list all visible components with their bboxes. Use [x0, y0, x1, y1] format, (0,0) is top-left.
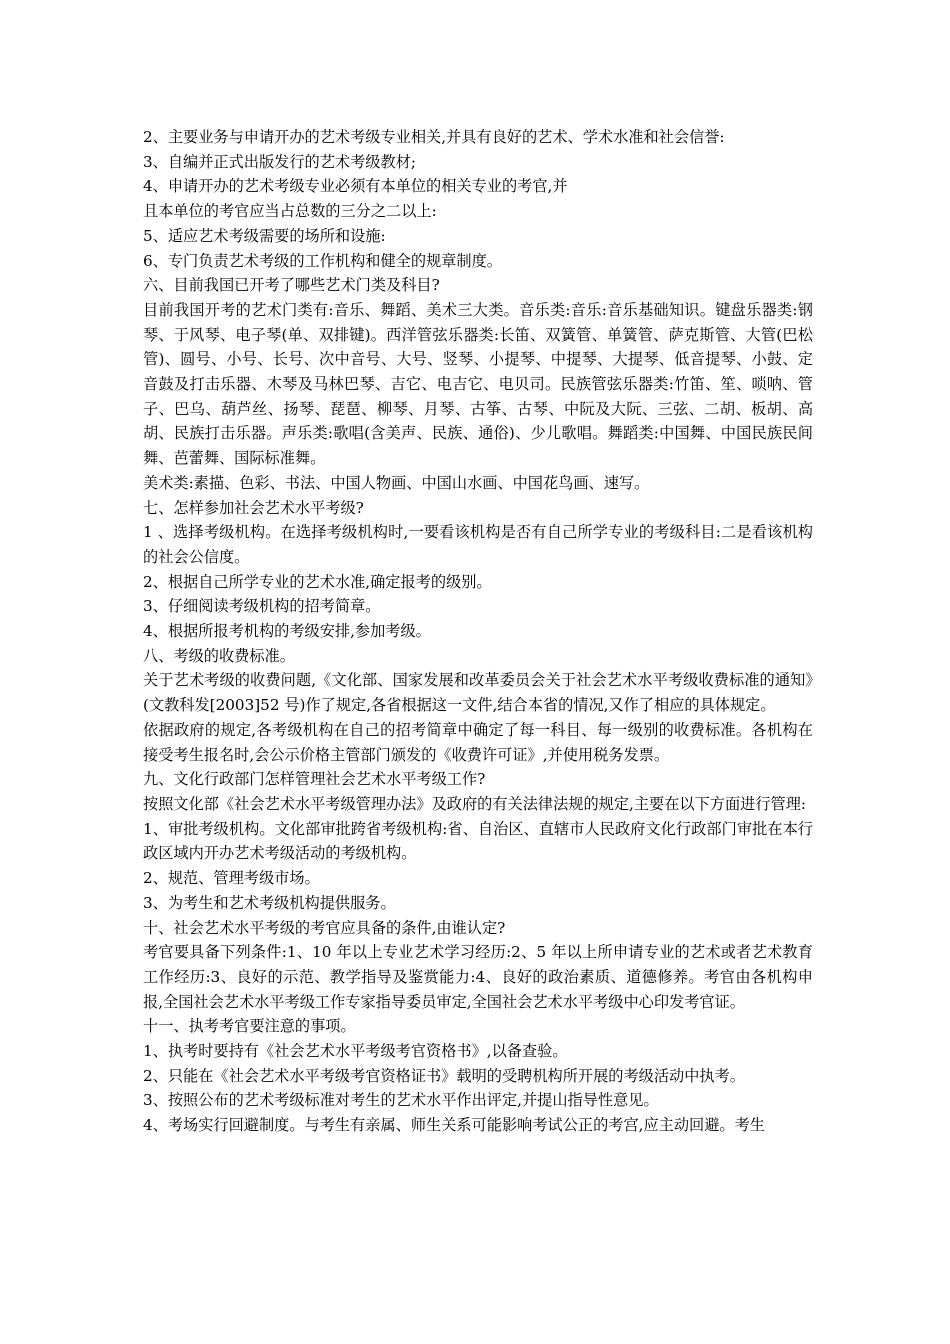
- paragraph: 2、只能在《社会艺术水平考级考官资格证书》载明的受聘机构所开展的考级活动中执考。: [143, 1066, 745, 1085]
- paragraph: 2、规范、管理考级市场。: [143, 869, 320, 888]
- document-body: [143, 125, 813, 1138]
- paragraph: 美术类:素描、色彩、书法、中国人物画、中国山水画、中国花鸟画、速写。: [143, 473, 650, 492]
- paragraph: 目前我国开考的艺术门类有:音乐、舞蹈、美术三大类。音乐类:音乐:音乐基础知识。键盘乐器类:钢琴、于风琴、电子琴(单、双排键)。西洋管弦乐器类:长笛、双簧管、单簧管、萨克斯管、大管(巴松管)、圆号、小号、长号、次中音号、大号、竖琴、小提琴、中提琴、大提琴、低音提琴、小鼓、定音鼓及打击乐器、木琴及马林巴琴、吉它、电吉它、电贝司。民族管弦乐器类:竹笛、笙、唢呐、管子、巴乌、葫芦丝、扬琴、琵琶、柳琴、月琴、古筝、古琴、中阮及大阮、三弦、二胡、板胡、高胡、民族打击乐器。声乐类:歌唱(含美声、民族、通俗)、少儿歌唱。舞蹈类:中国舞、中国民族民间舞、芭蕾舞、国际标准舞。: [143, 300, 813, 468]
- paragraph: 3、按照公布的艺术考级标准对考生的艺术水平作出评定,并提山指导性意见。: [143, 1091, 659, 1110]
- paragraph: 5、适应艺术考级需要的场所和设施:: [143, 226, 386, 245]
- paragraph: 6、专门负责艺术考级的工作机构和健全的规章制度。: [143, 251, 502, 270]
- paragraph: 1、审批考级机构。文化部审批跨省考级机构:省、自治区、直辖市人民政府文化行政部门审批在本行政区域内开办艺术考级活动的考级机构。: [143, 819, 813, 863]
- paragraph: 3、为考生和艺术考级机构提供服务。: [143, 893, 396, 912]
- paragraph: 考官要具备下列条件:1、10 年以上专业艺术学习经历:2、5 年以上所申请专业的艺术或者艺术教育工作经历:3、良好的示范、教学指导及鉴赏能力:4、良好的政治素质、道德修养。考官由各机构申报,全国社会艺术水平考级工作专家指导委员审定,全国社会艺术水平考级中心印发考官证。: [143, 943, 813, 1011]
- section-heading: 十、社会艺术水平考级的考官应具备的条件,由谁认定?: [143, 918, 506, 937]
- paragraph: 4、根据所报考机构的考级安排,参加考级。: [143, 622, 431, 641]
- section-heading: 七、怎样参加社会艺术水平考级?: [143, 498, 364, 517]
- paragraph: 关于艺术考级的收费问题,《文化部、国家发展和改革委员会关于社会艺术水平考级收费标准的通知》(文教科发[2003]52 号)作了规定,各省根据这一文件,结合本省的情况,又作了相应的具体规定。: [143, 671, 813, 715]
- paragraph: 1 、选择考级机构。在选择考级机构时,一要看该机构是否有自己所学专业的考级科目:二是看该机构的社会公信度。: [143, 523, 813, 566]
- paragraph: 2、主要业务与申请开办的艺术考级专业相关,并具有良好的艺术、学术水准和社会信誉:: [143, 128, 725, 146]
- section-heading: 九、文化行政部门怎样管理社会艺术水平考级工作?: [143, 770, 486, 789]
- paragraph: 3、仔细阅读考级机构的招考简章。: [143, 597, 381, 616]
- section-heading: 六、目前我国已开考了哪些艺术门类及科目?: [143, 276, 440, 295]
- section-heading: 十一、执考考官要注意的事项。: [143, 1017, 356, 1036]
- paragraph: 4、考场实行回避制度。与考生有亲属、师生关系可能影响考试公正的考宫,应主动回避。考生: [143, 1116, 765, 1135]
- paragraph: 2、根据自己所学专业的艺术水准,确定报考的级别。: [143, 572, 492, 591]
- paragraph: 3、自编并正式出版发行的艺术考级教材;: [143, 152, 416, 171]
- paragraph: 4、申请开办的艺术考级专业必须有本单位的相关专业的考官,并: [143, 177, 568, 196]
- section-heading: 八、考级的收费标准。: [143, 646, 295, 665]
- paragraph: 依据政府的规定,各考级机构在自己的招考简章中确定了每一科目、每一级别的收费标准。各机构在接受考生报名时,会公示价格主管部门颁发的《收费许可证》,并使用税务发票。: [143, 720, 813, 764]
- paragraph: 按照文化部《社会艺术水平考级管理办法》及政府的有关法律法规的规定,主要在以下方面进行管理:: [143, 794, 807, 813]
- paragraph: 且本单位的考官应当占总数的三分之二以上:: [143, 202, 437, 221]
- paragraph: 1、执考时要持有《社会艺术水平考级考官资格书》,以备查验。: [143, 1042, 568, 1061]
